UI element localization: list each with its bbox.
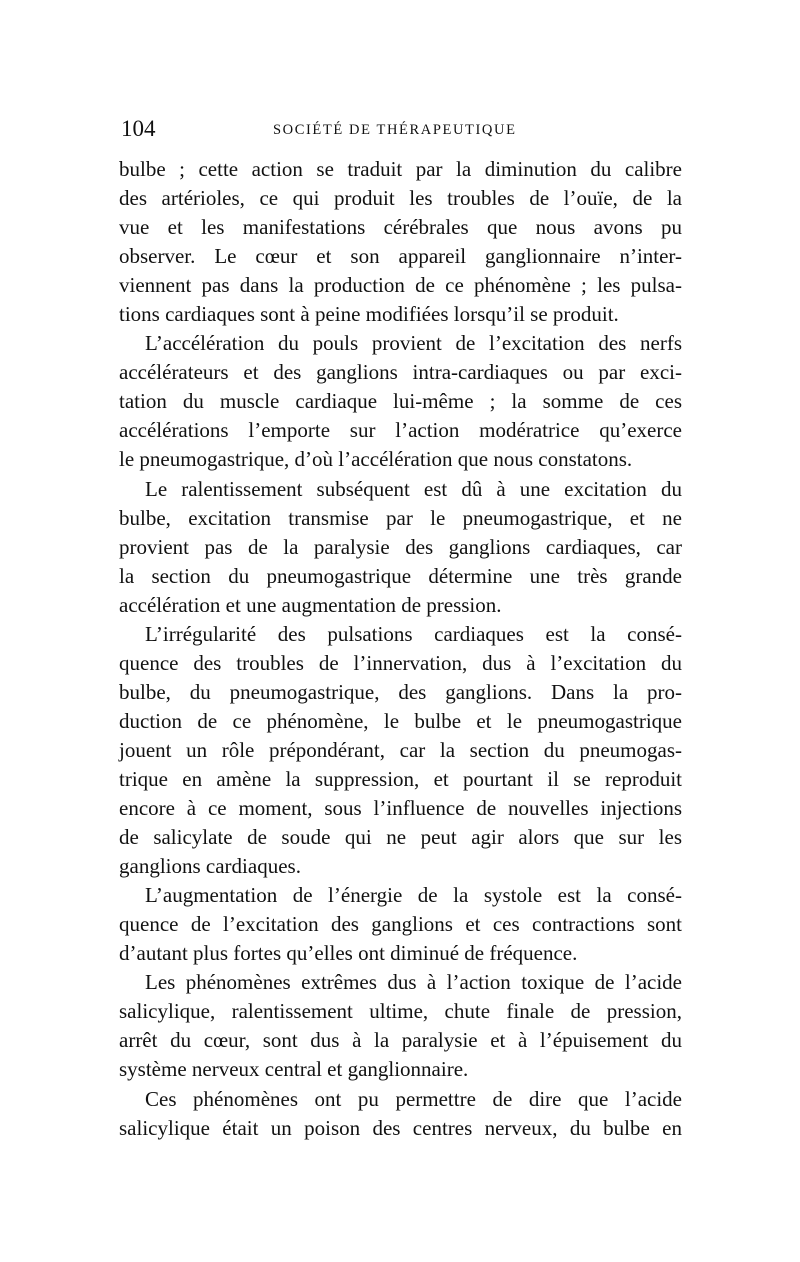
text-line: trique en amène la suppression, et pourtant il se reproduit	[119, 766, 682, 791]
page-header	[121, 114, 681, 144]
text-line: quence des troubles de l’innervation, dus à l’excitation du	[119, 650, 682, 675]
text-line: bulbe, du pneumogastrique, des ganglions. Dans la pro-	[119, 679, 682, 704]
page-number: 104	[121, 116, 156, 141]
text-line: bulbe, excitation transmise par le pneumogastrique, et ne	[119, 505, 682, 530]
text-line: le pneumogastrique, d’où l’accélération que nous constatons.	[119, 447, 633, 472]
text-line: observer. Le cœur et son appareil ganglionnaire n’inter-	[119, 244, 682, 269]
text-line: ganglions cardiaques.	[119, 854, 301, 879]
text-line: de salicylate de soude qui ne peut agir alors que sur les	[119, 825, 682, 850]
text-line: Ces phénomènes ont pu permettre de dire que l’acide	[145, 1086, 682, 1111]
text-line: vue et les manifestations cérébrales que nous avons pu	[119, 215, 682, 240]
text-line: L’accélération du pouls provient de l’excitation des nerfs	[145, 331, 682, 356]
text-line: viennent pas dans la production de ce phénomène ; les pulsa-	[119, 273, 682, 298]
text-line: L’augmentation de l’énergie de la systole est la consé-	[145, 883, 682, 908]
text-line: la section du pneumogastrique détermine une très grande	[119, 563, 682, 588]
text-line: d’autant plus fortes qu’elles ont diminué de fréquence.	[119, 941, 578, 966]
text-line: salicylique était un poison des centres nerveux, du bulbe en	[119, 1115, 682, 1140]
text-line: système nerveux central et ganglionnaire.	[119, 1057, 469, 1082]
text-line: duction de ce phénomène, le bulbe et le pneumogastrique	[119, 708, 682, 733]
text-line: L’irrégularité des pulsations cardiaques est la consé-	[145, 621, 682, 646]
text-line: accélérateurs et des ganglions intra-cardiaques ou par exci-	[119, 360, 682, 385]
running-head: SOCIÉTÉ DE THÉRAPEUTIQUE	[273, 122, 517, 138]
text-line: provient pas de la paralysie des ganglions cardiaques, car	[119, 534, 682, 559]
body-text	[119, 155, 682, 1143]
text-line: accélération et une augmentation de pression.	[119, 592, 502, 617]
text-line: accélérations l’emporte sur l’action modératrice qu’exerce	[119, 418, 682, 443]
text-line: bulbe ; cette action se traduit par la diminution du calibre	[119, 157, 682, 181]
text-line: Le ralentissement subséquent est dû à une excitation du	[145, 476, 682, 501]
text-line: Les phénomènes extrêmes dus à l’action toxique de l’acide	[145, 970, 682, 995]
text-line: quence de l’excitation des ganglions et ces contractions sont	[119, 912, 682, 937]
text-line: salicylique, ralentissement ultime, chute finale de pression,	[119, 999, 682, 1024]
text-line: des artérioles, ce qui produit les troubles de l’ouïe, de la	[119, 186, 682, 211]
text-line: tions cardiaques sont à peine modifiées lorsqu’il se produit.	[119, 302, 619, 327]
text-line: encore à ce moment, sous l’influence de nouvelles injections	[119, 796, 682, 821]
text-line: jouent un rôle prépondérant, car la section du pneumogas-	[119, 737, 682, 762]
text-line: tation du muscle cardiaque lui-même ; la somme de ces	[119, 389, 682, 414]
text-line: arrêt du cœur, sont dus à la paralysie et à l’épuisement du	[119, 1028, 682, 1053]
